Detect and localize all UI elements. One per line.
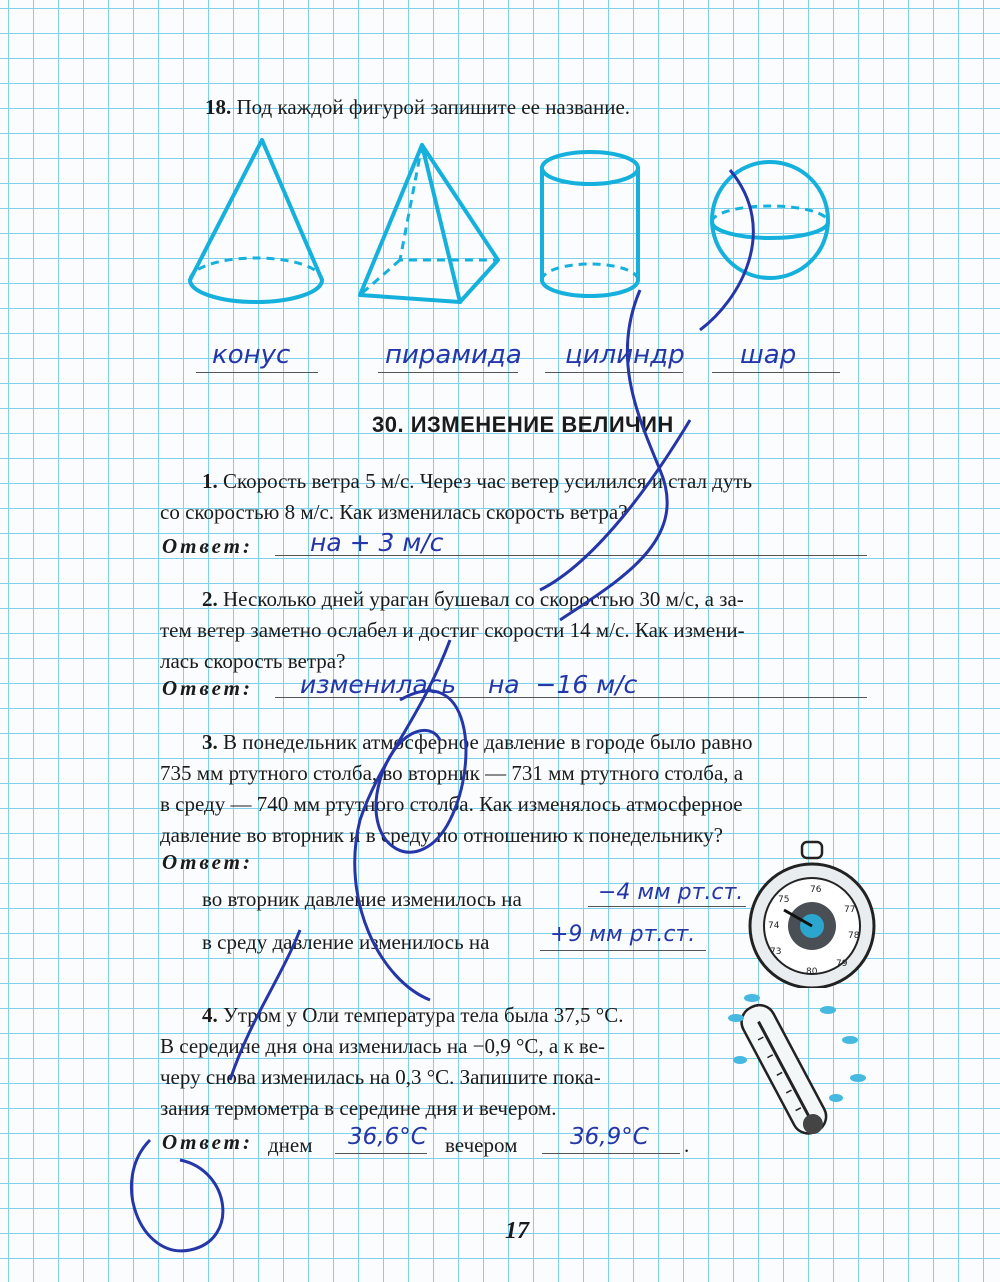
section-title: 30. ИЗМЕНЕНИЕ ВЕЛИЧИН [372,412,674,437]
barometer-tick: 73 [770,947,782,957]
thermometer-illustration [718,990,878,1160]
answer-label: Ответ: [162,850,253,874]
handwritten-answer-evening: 36,9°С [570,1124,649,1150]
task-text-line: давление во вторник и в среду по отношению к понедельнику? [160,823,723,847]
task-text-line: тем ветер заметно ослабел и достиг скорости 14 м/с. Как измени- [160,618,745,642]
answer-label: Ответ: [162,676,253,700]
barometer-tick: 76 [810,885,822,895]
barometer-tick: 74 [768,921,780,931]
task-18 [205,92,630,123]
pyramid-figure [360,145,498,302]
sphere-figure [712,162,828,278]
cone-figure [190,140,322,302]
answer-line [542,1153,680,1154]
answer-line-2 [378,372,518,373]
task-text-line: Утром у Оли температура тела была 37,5 °С. [223,1003,624,1027]
evening-label: вечером [445,1133,518,1157]
task-text-line: черу снова изменилась на 0,3 °С. Запишите пока- [160,1065,601,1089]
task-1 [160,466,870,528]
page-number: 17 [505,1218,529,1244]
answer-cylinder: цилиндр [565,340,685,370]
task-number: 2. [202,587,218,611]
handwritten-answer-wednesday: +9 мм рт.ст. [550,922,696,947]
task-text-line: со скоростью 8 м/с. Как изменилась скорость ветра? [160,500,628,524]
task-text: Под каждой фигурой запишите ее название. [236,95,631,119]
task-text-line: В понедельник атмосферное давление в городе было равно [223,730,753,754]
task-text-line: Несколько дней ураган бушевал со скоростью 30 м/с, а за- [223,587,744,611]
end-mark: . [684,1133,690,1157]
handwritten-answer-tuesday: −4 мм рт.ст. [598,880,744,905]
task-3 [160,727,870,851]
answer-line [540,950,706,951]
handwritten-answer: изменилась на −16 м/с [300,670,638,699]
answer-line-1 [196,372,318,373]
task-text-line: В середине дня она изменилась на −0,9 °С, а к ве- [160,1034,606,1058]
task-text-line: в среду — 740 мм ртутного столба. Как изменялось атмосферное [160,792,743,816]
task-number: 3. [202,730,218,754]
wednesday-label: в среду давление изменилось на [202,930,490,954]
answer-line [588,906,746,907]
task-text-line: Скорость ветра 5 м/с. Через час ветер усилился и стал дуть [223,469,753,493]
task-number: 18. [205,95,232,119]
day-label: днем [268,1133,313,1157]
answer-label: Ответ: [162,534,253,558]
answer-line [335,1153,427,1154]
task-number: 1. [202,469,218,493]
barometer-tick: 77 [844,905,856,915]
answer-line-3 [545,372,683,373]
task-text-line: зания термометра в середине дня и вечером. [160,1096,557,1120]
answer-cone: конус [212,340,291,370]
answer-sphere: шар [740,340,797,370]
answer-pyramid: пирамида [385,340,522,370]
answer-label: Ответ: [162,1130,253,1154]
barometer-tick: 79 [836,959,848,969]
tuesday-label: во вторник давление изменилось на [202,887,522,911]
barometer-illustration [740,838,885,988]
figures-illustration [170,130,870,320]
handwritten-answer-day: 36,6°С [348,1124,427,1150]
handwritten-answer: на + 3 м/с [310,528,444,557]
task-number: 4. [202,1003,218,1027]
barometer-tick: 78 [848,931,860,941]
barometer-tick: 75 [778,895,790,905]
answer-line-4 [712,372,840,373]
task-4 [160,1000,720,1124]
barometer-tick: 80 [806,967,818,977]
task-2 [160,584,870,677]
cylinder-figure [542,152,638,296]
task-text-line: 735 мм ртутного столба, во вторник — 731 мм ртутного столба, а [160,761,744,785]
task-text-line: лась скорость ветра? [160,649,346,673]
